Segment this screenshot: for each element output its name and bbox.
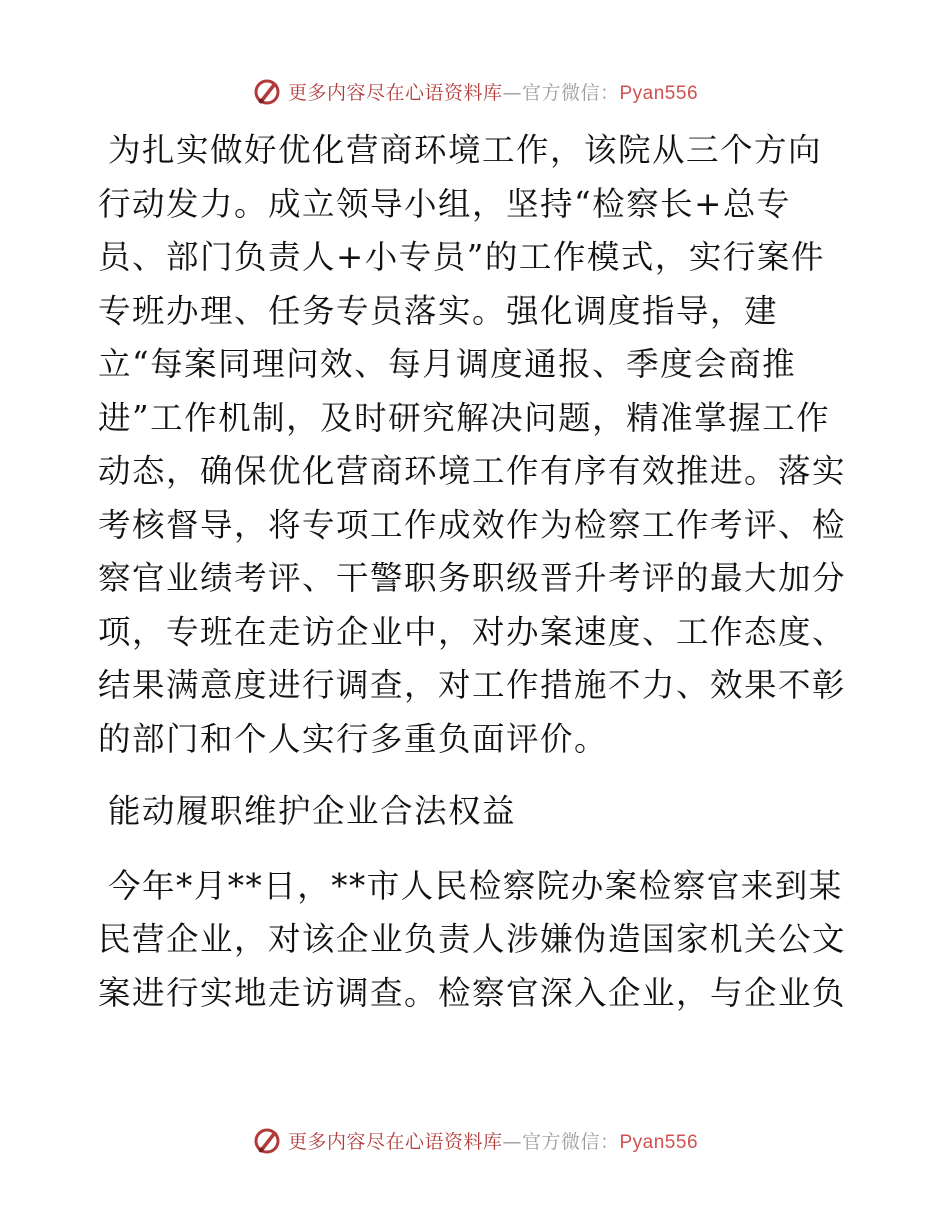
section-heading: 能动履职维护企业合法权益 <box>108 792 517 830</box>
watermark-wechat-id: Pyan556 <box>619 1131 699 1153</box>
footer-watermark-banner <box>0 1123 950 1157</box>
watermark-wechat-label: 官方微信： <box>521 81 620 104</box>
header-watermark-banner <box>0 74 950 108</box>
watermark-prefix: 更多内容尽在心语资料库 <box>287 81 503 104</box>
watermark-wechat-id: Pyan556 <box>619 82 699 104</box>
watermark-dash: — <box>502 1130 522 1153</box>
watermark-text <box>288 1127 698 1154</box>
watermark-prefix: 更多内容尽在心语资料库 <box>287 1130 503 1153</box>
document-body <box>98 124 850 1020</box>
body-paragraph-1: 为扎实做好优化营商环境工作，该院从三个方向行动发力。成立领导小组，坚持“检察长+总专员、部门负责人+小专员”的工作模式，实行案件专班办理、任务专员落实。强化调度指导，建立“每案同理问效、每月调度通报、季度会商推进”工作机制，及时研究解决问题，精准掌握工作动态，确保优化营商环境工作有序有效推进。落实考核督导，将专项工作成效作为检察工作考评、检察官业绩考评、干警职务职级晋升考评的最大加分项，专班在走访企业中，对办案速度、工作态度、结果满意度进行调查，对工作措施不力、效果不彰的部门和个人实行多重负面评价。 <box>98 131 847 758</box>
brush-logo-icon <box>252 76 282 106</box>
watermark-text <box>288 78 698 105</box>
body-paragraph-2: 今年*月**日，**市人民检察院办案检察官来到某民营企业，对该企业负责人涉嫌伪造国家机关公文案进行实地走访调查。检察官深入企业，与企业负 <box>98 866 847 1012</box>
watermark-wechat-label: 官方微信： <box>521 1130 620 1153</box>
watermark-dash: — <box>502 81 522 104</box>
brush-logo-icon <box>252 1125 282 1155</box>
